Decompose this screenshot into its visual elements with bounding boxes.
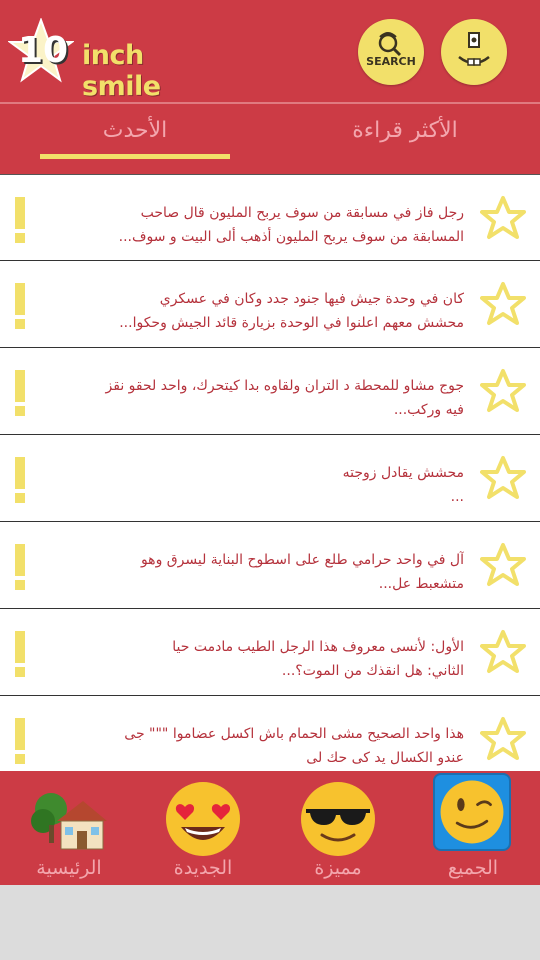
- heart-eyes-icon: [163, 779, 243, 859]
- nav-all-label: الجميع: [447, 857, 499, 879]
- app-logo: [8, 18, 228, 102]
- exclamation-icon[interactable]: [8, 455, 32, 505]
- bottom-nav: [0, 771, 540, 885]
- nav-featured[interactable]: [283, 771, 393, 885]
- star-outline-icon[interactable]: [480, 281, 526, 327]
- exclamation-icon[interactable]: [8, 195, 32, 245]
- winking-face-icon: [435, 775, 509, 849]
- joke-preview: محشش يقادل زوجته ...: [342, 465, 464, 505]
- random-joke-button[interactable]: [441, 19, 507, 85]
- list-item[interactable]: [0, 609, 540, 696]
- nav-new[interactable]: [148, 771, 258, 885]
- logo-text: inch smile: [82, 40, 161, 102]
- star-outline-icon[interactable]: [480, 368, 526, 414]
- list-item[interactable]: [0, 522, 540, 609]
- logo-number: 10: [18, 30, 69, 71]
- list-item[interactable]: [0, 696, 540, 771]
- goofy-face-icon: [441, 19, 507, 85]
- star-outline-icon[interactable]: [480, 629, 526, 675]
- nav-all-selected-bg: [433, 773, 511, 851]
- nav-featured-label: مميزة: [314, 857, 362, 879]
- house-icon: [29, 779, 109, 859]
- joke-preview: رجل فاز في مسابقة من سوف يربح المليون قال صاحب المسابقة من سوف يربح المليون أذهب ألى البيت و سوف...: [118, 205, 464, 245]
- search-button[interactable]: [358, 19, 424, 85]
- nav-new-label: الجديدة: [173, 857, 233, 879]
- exclamation-icon[interactable]: [8, 716, 32, 766]
- list-item[interactable]: [0, 348, 540, 435]
- tab-most-read[interactable]: الأكثر قراءة: [352, 118, 458, 143]
- star-outline-icon[interactable]: [480, 542, 526, 588]
- joke-preview: هذا واحد الصحيح مشى الحمام باش اكسل عضاموا """ جى عندو الكسال يد كى حك لى: [124, 726, 464, 766]
- joke-preview: آل في واحد حرامي طلع على اسطوح البناية ليسرق وهو متشعبط عل...: [140, 552, 464, 592]
- active-tab-indicator: [40, 154, 230, 159]
- list-item[interactable]: [0, 174, 540, 261]
- joke-preview: كان في وحدة جيش فيها جنود جدد وكان في عسكري محشش معهم اعلنوا في الوحدة بزيارة قائد الجيش وحكوا...: [119, 291, 464, 331]
- nav-home[interactable]: [14, 771, 124, 885]
- list-item[interactable]: [0, 261, 540, 348]
- tab-bar: [0, 104, 540, 174]
- star-outline-icon[interactable]: [480, 195, 526, 241]
- list-item[interactable]: [0, 435, 540, 522]
- joke-preview: جوج مشاو للمحطة د التران ولقاوه بدا كيتحرك، واحد لحقو نقز فيه وركب...: [105, 378, 464, 418]
- app-header: [0, 0, 540, 104]
- sunglasses-face-icon: [298, 779, 378, 859]
- joke-list[interactable]: [0, 174, 540, 771]
- search-face-icon: [358, 19, 424, 85]
- exclamation-icon[interactable]: [8, 629, 32, 679]
- star-outline-icon[interactable]: [480, 455, 526, 501]
- exclamation-icon[interactable]: [8, 281, 32, 331]
- exclamation-icon[interactable]: [8, 542, 32, 592]
- search-label: SEARCH: [366, 55, 416, 68]
- nav-home-label: الرئيسية: [36, 857, 102, 879]
- tab-latest[interactable]: الأحدث: [102, 118, 168, 143]
- joke-preview: الأول: لأنسى معروف هذا الرجل الطيب مادمت حيا الثاني: هل انقذك من الموت؟...: [172, 639, 464, 679]
- exclamation-icon[interactable]: [8, 368, 32, 418]
- nav-all[interactable]: [418, 771, 528, 885]
- star-outline-icon[interactable]: [480, 716, 526, 762]
